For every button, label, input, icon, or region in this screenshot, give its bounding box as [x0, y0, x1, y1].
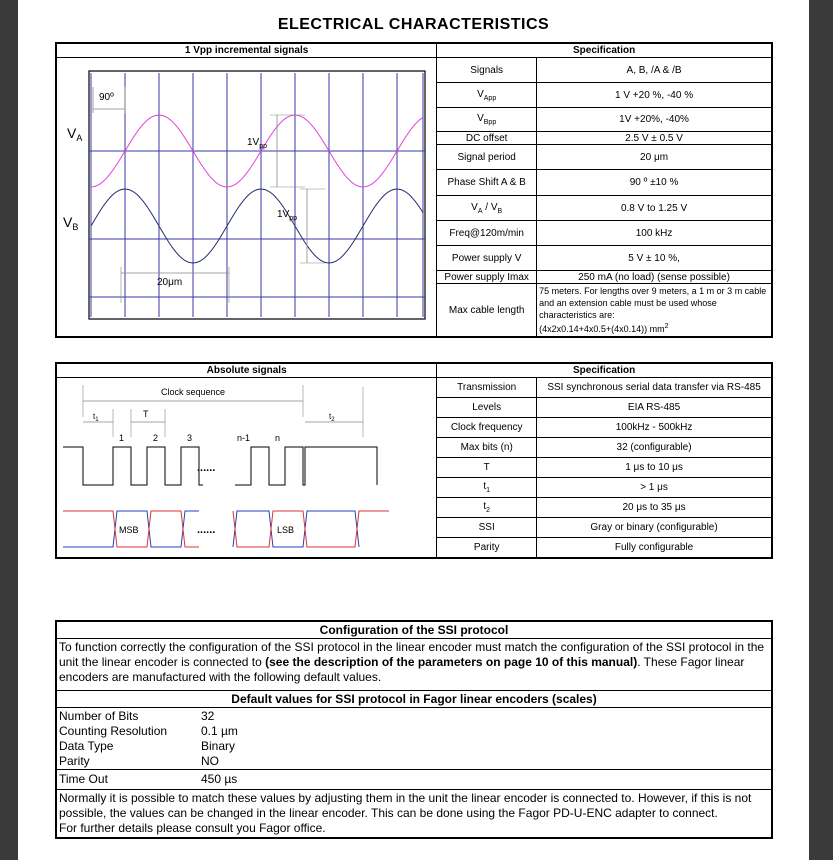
- va-label: $V_A$: [67, 125, 83, 143]
- grid-vertical-lines: [91, 73, 423, 317]
- spec-label: $V_A / V_B$: [437, 196, 537, 221]
- spec-value: 20 μs to 35 μs: [537, 498, 772, 518]
- spec-label: Power supply Imax: [437, 271, 537, 284]
- configuration-title: Configuration of the SSI protocol: [57, 622, 771, 639]
- spec-label: Transmission: [437, 378, 537, 398]
- spec-value: 100kHz - 500kHz: [537, 418, 772, 438]
- spec-value: 1V +20%, -40%: [537, 108, 772, 132]
- spec-value: 5 V ± 10 %,: [537, 246, 772, 271]
- spec-label: Signals: [437, 58, 537, 83]
- document-page: [18, 0, 809, 860]
- page-title: ELECTRICAL CHARACTERISTICS: [277, 16, 550, 33]
- signal-b-wave: [91, 189, 423, 263]
- absolute-header: Absolute signals: [56, 363, 437, 378]
- spec-label: $V_{Bpp}$: [437, 108, 537, 132]
- spec-value: 100 kHz: [537, 221, 772, 246]
- spec-label: $t_2$: [437, 498, 537, 518]
- spec-label: Freq@120m/min: [437, 221, 537, 246]
- spec-value: 1 V +20 %, -40 %: [537, 83, 772, 108]
- ssi-timing-diagram: [55, 377, 437, 557]
- clock-waveform: [63, 447, 203, 485]
- period-label: 20μm: [157, 277, 183, 288]
- msb-label: MSB: [119, 525, 139, 535]
- ssi-configuration-box: [55, 620, 773, 839]
- spec-label: Clock frequency: [437, 418, 537, 438]
- spec-label: DC offset: [437, 132, 537, 145]
- configuration-text: To function correctly the configuration of the SSI protocol in the linear encoder must match the configuration of the SSI protocol in the unit the linear encoder is connected to (see the description of the parameters on page 10 of this manual). These Fagor linear encoders are manufactured with the following default values.: [57, 639, 771, 691]
- configuration-footer: Normally it is possible to match these values by adjusting them in the unit the linear encoder is connected to. However, if this is not possible, the values can be changed in the linear encoder. This can be done using the Fagor PD-U-ENC adapter to connect. For further details please consult you Fagor office.: [59, 791, 752, 835]
- spec-label: Levels: [437, 398, 537, 418]
- spec-label: Signal period: [437, 145, 537, 170]
- incremental-header: 1 Vpp incremental signals: [56, 43, 437, 58]
- spec-value: Gray or binary (configurable): [537, 518, 772, 538]
- spec-value: 250 mA (no load) (sense possible): [537, 271, 772, 284]
- spec-label: $V_{App}$: [437, 83, 537, 108]
- spec-label: Max bits (n): [437, 438, 537, 458]
- amplitude-b-label: $1V_{pp}$: [277, 209, 298, 222]
- spec-value: 0.8 V to 1.25 V: [537, 196, 772, 221]
- clock-sequence-label: Clock sequence: [161, 387, 226, 397]
- spec-value: > 1 μs: [537, 478, 772, 498]
- clock-ellipsis: ......: [197, 462, 216, 474]
- spec-value: 32 (configurable): [537, 438, 772, 458]
- spec-value: 2.5 V ± 0.5 V: [537, 132, 772, 145]
- absolute-section: [55, 362, 773, 558]
- default-row: Data Type Binary: [59, 739, 236, 753]
- lsb-label: LSB: [277, 525, 295, 535]
- incremental-signal-diagram: [55, 57, 437, 337]
- spec-value: 20 μm: [537, 145, 772, 170]
- spec-label: SSI: [437, 518, 537, 538]
- spec-header: Specification: [437, 363, 772, 378]
- spec-value: Fully configurable: [537, 538, 772, 558]
- default-row: Counting Resolution 0.1 µm: [59, 724, 238, 738]
- spec-label: Power supply V: [437, 246, 537, 271]
- spec-value: A, B, /A & /B: [537, 58, 772, 83]
- clock-waveform-end: [235, 447, 377, 485]
- spec-value: 1 μs to 10 μs: [537, 458, 772, 478]
- data-ellipsis: ......: [197, 524, 216, 536]
- default-row: Parity NO: [59, 754, 219, 768]
- spec-header: Specification: [437, 43, 772, 58]
- defaults-list: [57, 708, 771, 790]
- default-row: Number of Bits 32: [59, 709, 215, 723]
- amplitude-a-label: $1V_{pp}$: [247, 137, 268, 150]
- spec-label: Phase Shift A & B: [437, 170, 537, 196]
- spec-label: Max cable length: [437, 284, 537, 338]
- pulse-n-1-label: n-1: [237, 433, 251, 443]
- default-row: Time Out 450 µs: [57, 769, 771, 787]
- spec-value: 75 meters. For lengths over 9 meters, a 1 m or 3 m cable and an extension cable must be used whose characteristics are: (4x2x0.14+4x0.5+(4x0.14)) $mm^2$: [537, 284, 772, 338]
- spec-value: 90 º ±10 %: [537, 170, 772, 196]
- vb-label: $V_B$: [63, 214, 79, 232]
- spec-label: $t_1$: [437, 478, 537, 498]
- period-t-label: T: [143, 409, 149, 419]
- pulse-3-label: 3: [187, 433, 193, 443]
- spec-label: T: [437, 458, 537, 478]
- pulse-2-label: 2: [153, 433, 159, 443]
- incremental-section: [55, 42, 773, 338]
- t2-label: $t_2$: [329, 412, 335, 423]
- pulse-1-label: 1: [119, 433, 125, 443]
- defaults-title: Default values for SSI protocol in Fagor linear encoders (scales): [57, 691, 771, 708]
- spec-label: Parity: [437, 538, 537, 558]
- spec-value: SSI synchronous serial data transfer via RS-485: [537, 378, 772, 398]
- phase-angle-label: 90º: [99, 92, 114, 103]
- pulse-n-label: n: [275, 433, 281, 443]
- grid-horizontal-lines: [89, 151, 425, 297]
- t1-label: $t_1$: [93, 412, 99, 423]
- spec-value: EIA RS-485: [537, 398, 772, 418]
